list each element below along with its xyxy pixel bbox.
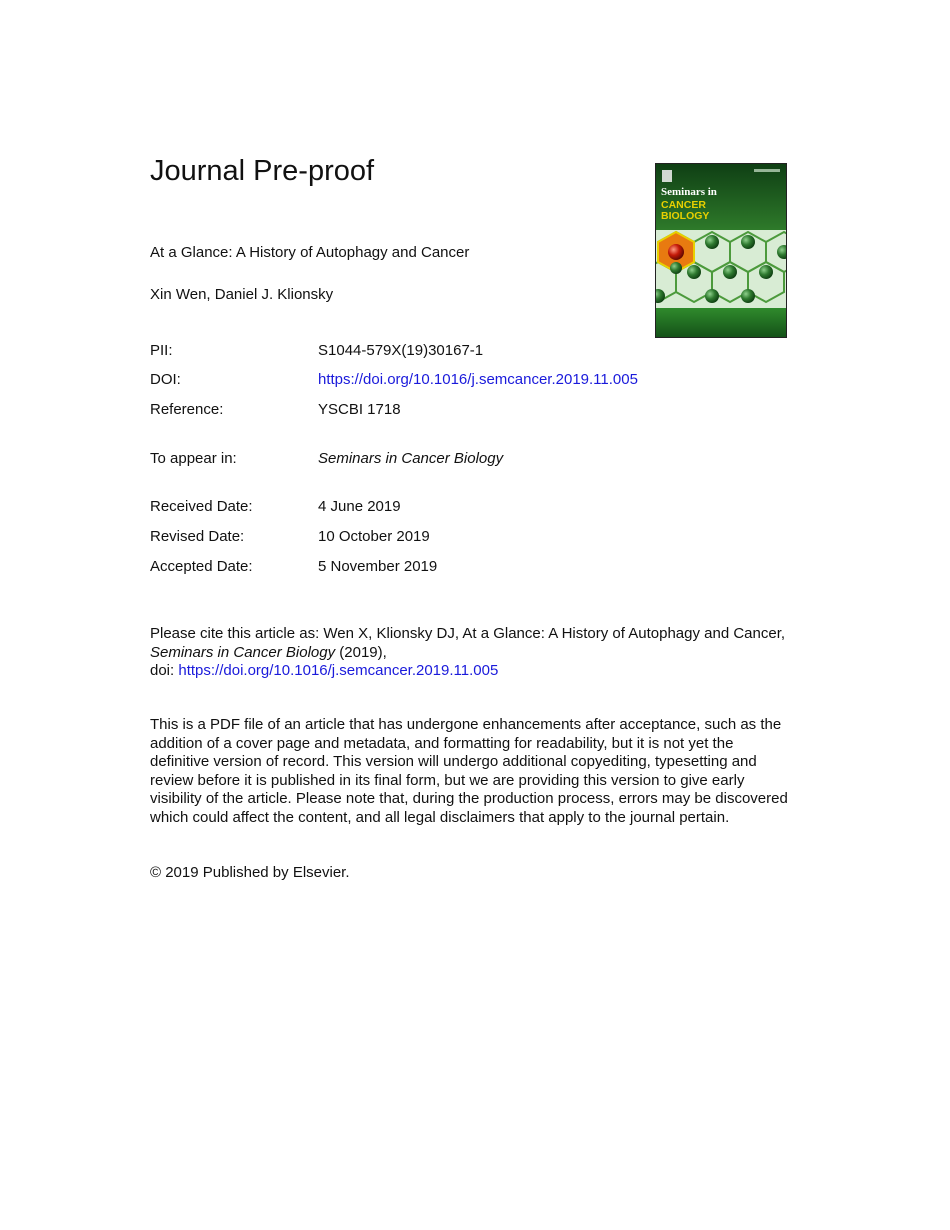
elsevier-logo-mark: [662, 170, 672, 182]
citation-block: [150, 625, 790, 681]
citation-prefix: Please cite this article as: Wen X, Klionsky DJ, At a Glance: A History of Autophagy and Cancer,: [150, 625, 786, 642]
citation-doi-label: doi:: [150, 662, 179, 680]
doi-link[interactable]: https://doi.org/10.1016/j.semcancer.2019.11.005: [318, 371, 638, 388]
article-authors: Xin Wen, Daniel J. Klionsky: [150, 286, 334, 303]
citation-journal: Seminars in Cancer Biology: [150, 643, 336, 661]
citation-year: (2019),: [335, 643, 387, 661]
doi-label: DOI:: [150, 371, 181, 388]
accepted-label: Accepted Date:: [150, 558, 253, 575]
copyright-notice: © 2019 Published by Elsevier.: [150, 864, 350, 881]
pii-value: S1044-579X(19)30167-1: [318, 342, 484, 359]
disclaimer-paragraph: This is a PDF file of an article that has undergone enhancements after acceptance, such as the addition of a cover page and metadata, and formatting for readability, but it is not yet the definitive version of record. This version will undergo additional copyediting, typesetting and review before it is published in its final form, but we are providing this version to give early visibility of the article. Please note that, during the production process, errors may be discovered which could affect the content, and all legal disclaimers that apply to the journal pertain.: [150, 716, 788, 826]
cover-journal-line3: BIOLOGY: [661, 210, 710, 222]
reference-value: YSCBI 1718: [318, 401, 401, 418]
revised-label: Revised Date:: [150, 528, 245, 545]
cover-journal-line1: Seminars in: [661, 186, 717, 198]
received-value: 4 June 2019: [318, 498, 401, 515]
article-title: At a Glance: A History of Autophagy and Cancer: [150, 244, 470, 261]
cover-red-cell: [668, 244, 684, 260]
received-label: Received Date:: [150, 498, 253, 515]
appear-label: To appear in:: [150, 450, 237, 467]
page-title: Journal Pre-proof: [150, 155, 375, 187]
revised-value: 10 October 2019: [318, 528, 430, 545]
appear-value: Seminars in Cancer Biology: [318, 450, 504, 467]
citation-doi-link[interactable]: https://doi.org/10.1016/j.semcancer.2019.11.005: [178, 662, 499, 680]
accepted-value: 5 November 2019: [318, 558, 438, 575]
pii-label: PII:: [150, 342, 173, 359]
reference-label: Reference:: [150, 401, 224, 418]
cover-journal-line2: CANCER: [661, 199, 706, 211]
journal-cover-image: [655, 163, 787, 338]
